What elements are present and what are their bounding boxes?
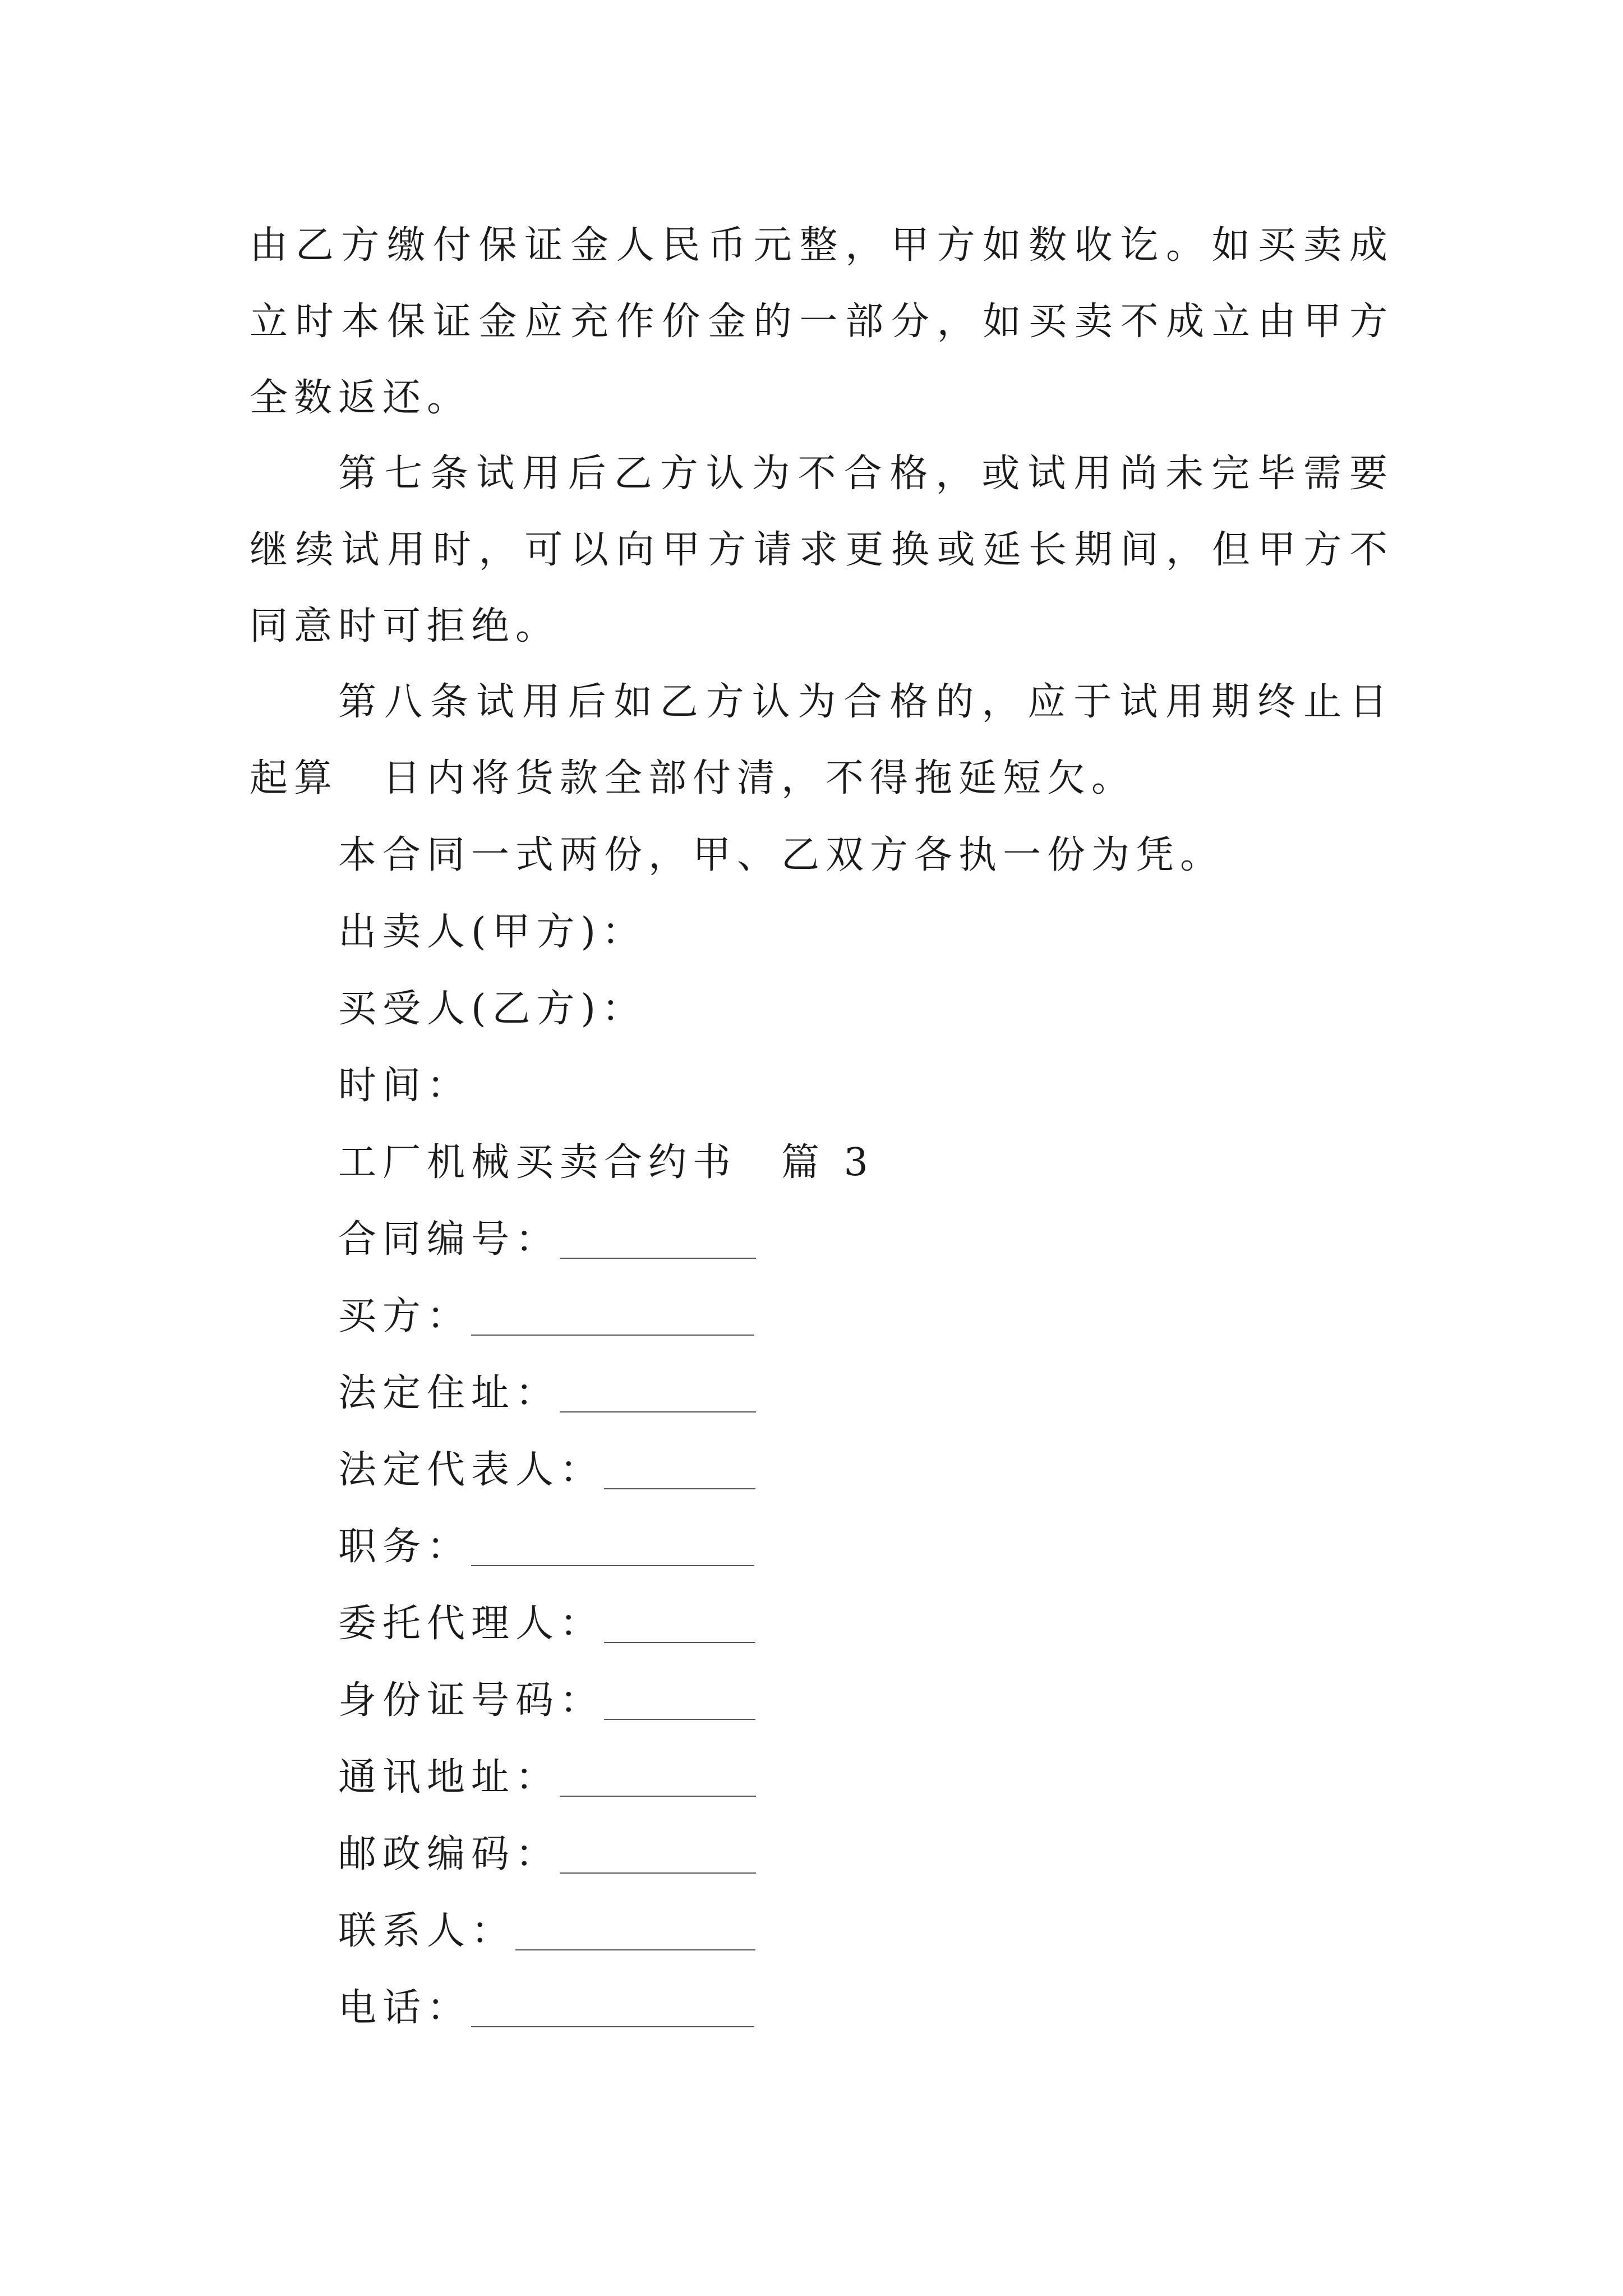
paragraph-article-8: 第八条试用后如乙方认为合格的，应于试用期终止日起算 日内将货款全部付清，不得拖延短欠。 <box>250 680 1394 800</box>
date-line: 时间： <box>338 1064 472 1108</box>
phone-field <box>338 1980 754 2036</box>
legal-representative-blank[interactable] <box>604 1455 755 1489</box>
mailing-address-field <box>338 1750 756 1806</box>
field-label: 职务： <box>338 1525 472 1569</box>
field-label: 通讯地址： <box>338 1755 560 1800</box>
buyer-blank[interactable] <box>471 1301 754 1336</box>
position-blank[interactable] <box>471 1531 754 1566</box>
legal-address-blank[interactable] <box>560 1378 756 1412</box>
paragraph-article-7: 第七条试用后乙方认为不合格，或试用尚未完毕需要继续试用时，可以向甲方请求更换或延长期间，但甲方不同意时可拒绝。 <box>250 452 1394 648</box>
field-label: 联系人： <box>338 1909 516 1953</box>
contract-number-field <box>338 1212 756 1268</box>
field-label: 邮政编码： <box>338 1832 560 1876</box>
legal-representative-field <box>338 1442 755 1498</box>
authorized-agent-field <box>338 1596 755 1652</box>
postal-code-blank[interactable] <box>560 1839 756 1874</box>
postal-code-field <box>338 1826 756 1883</box>
buyer-signature-line: 买受人(乙方)： <box>338 987 647 1031</box>
phone-blank[interactable] <box>471 1993 754 2027</box>
position-field <box>338 1519 754 1575</box>
legal-address-field <box>338 1365 756 1421</box>
field-label: 电话： <box>338 1986 472 2030</box>
contact-person-field <box>338 1903 755 1959</box>
field-label: 法定住址： <box>338 1371 560 1415</box>
field-label: 法定代表人： <box>338 1448 605 1492</box>
field-label: 合同编号： <box>338 1217 560 1262</box>
copies-statement: 本合同一式两份，甲、乙双方各执一份为凭。 <box>338 833 1225 877</box>
id-number-field <box>338 1673 755 1729</box>
contract-number-blank[interactable] <box>560 1224 756 1259</box>
field-label: 买方： <box>338 1294 472 1338</box>
contact-person-blank[interactable] <box>515 1916 755 1950</box>
paragraph-deposit: 由乙方缴付保证金人民币元整，甲方如数收讫。如买卖成立时本保证金应充作价金的一部分，如买卖不成立由甲方全数返还。 <box>250 223 1394 420</box>
field-label: 身份证号码： <box>338 1678 605 1723</box>
seller-signature-line: 出卖人(甲方)： <box>338 910 647 954</box>
section-title: 工厂机械买卖合约书 篇 3 <box>338 1140 874 1185</box>
id-number-blank[interactable] <box>604 1685 755 1720</box>
buyer-field <box>338 1289 754 1345</box>
field-label: 委托代理人： <box>338 1602 605 1646</box>
mailing-address-blank[interactable] <box>560 1762 756 1797</box>
authorized-agent-blank[interactable] <box>604 1608 755 1643</box>
